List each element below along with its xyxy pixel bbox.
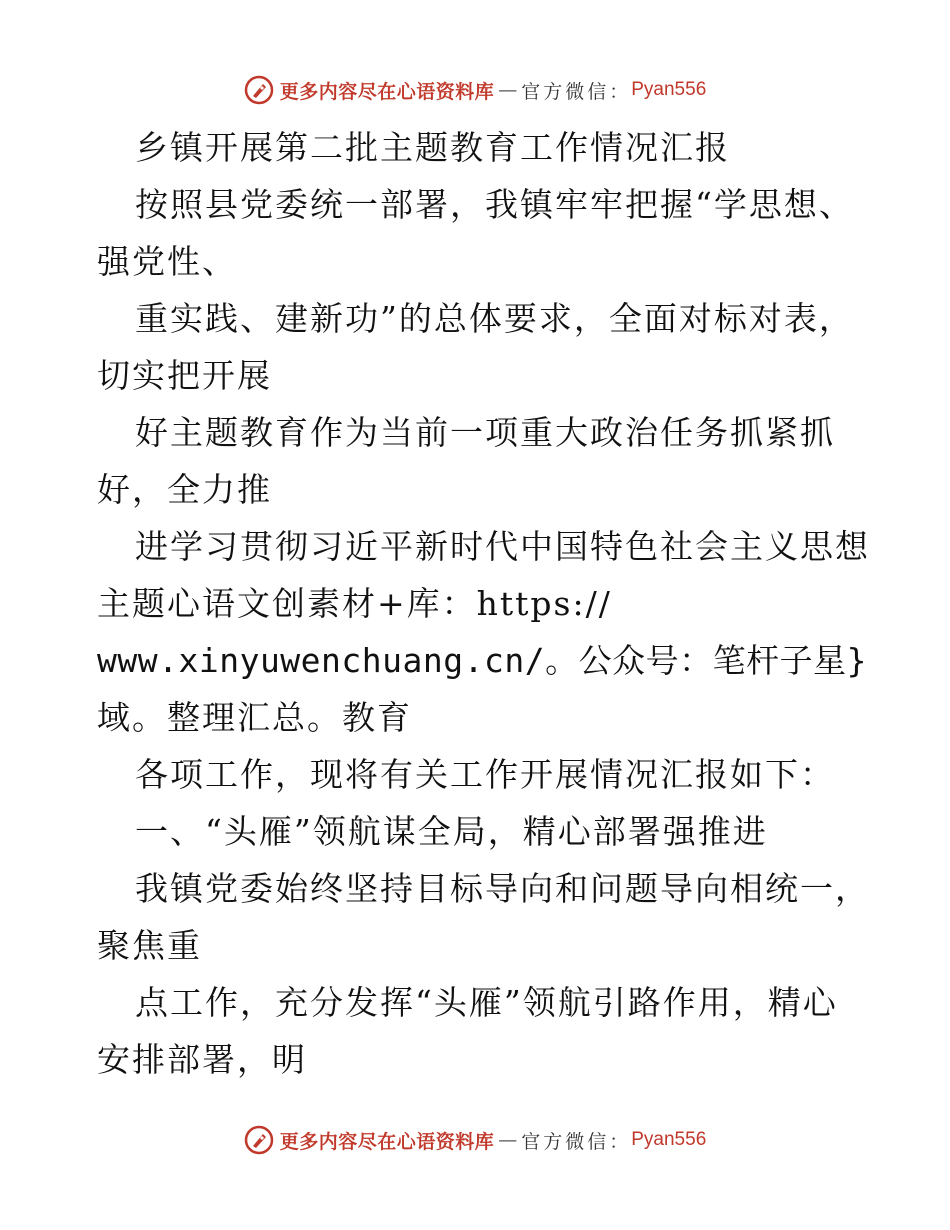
banner-wechat-id: Pyan556	[631, 79, 707, 100]
doc-line: 点工作，充分发挥“头雁”领航引路作用，精心	[135, 983, 838, 1022]
doc-line: 进学习贯彻习近平新时代中国特色社会主义思想	[135, 527, 870, 566]
doc-line: 按照县党委统一部署，我镇牢牢把握“学思想、	[135, 185, 854, 224]
doc-title: 乡镇开展第二批主题教育工作情况汇报	[135, 128, 730, 167]
doc-line: 各项工作，现将有关工作开展情况汇报如下：	[135, 755, 835, 794]
doc-line: 好，全力推	[97, 470, 272, 509]
doc-line: 我镇党委始终坚持目标导向和问题导向相统一，	[135, 869, 870, 908]
doc-line: 强党性、	[97, 242, 237, 281]
doc-line: 好主题教育作为当前一项重大政治任务抓紧抓	[135, 413, 835, 452]
banner-separator: —	[498, 1129, 518, 1151]
doc-line: 重实践、建新功”的总体要求，全面对标对表，	[135, 299, 854, 338]
doc-line: 聚焦重	[97, 926, 202, 965]
document-body	[97, 119, 870, 1088]
doc-line: 域。整理汇总。教育	[97, 698, 412, 737]
doc-line: 切实把开展	[97, 356, 272, 395]
pen-nib-logo-icon	[244, 1125, 274, 1155]
banner-label: 官方微信：	[521, 80, 632, 103]
footer-banner	[0, 1120, 950, 1160]
doc-section-heading: 一、“头雁”领航谋全局，精心部署强推进	[135, 812, 768, 851]
header-banner	[0, 70, 950, 110]
banner-text: 更多内容尽在心语资料库	[279, 1130, 495, 1153]
banner-label: 官方微信：	[521, 1130, 632, 1153]
banner-wechat-id: Pyan556	[631, 1129, 707, 1150]
doc-line-url: www.xinyuwenchuang.cn/。公众号：笔杆子星}	[97, 641, 867, 680]
banner-separator: —	[498, 79, 518, 101]
doc-line: 安排部署，明	[97, 1040, 307, 1079]
banner-text: 更多内容尽在心语资料库	[279, 80, 495, 103]
doc-line: 主题心语文创素材+库：https://	[97, 584, 612, 623]
pen-nib-logo-icon	[244, 75, 274, 105]
